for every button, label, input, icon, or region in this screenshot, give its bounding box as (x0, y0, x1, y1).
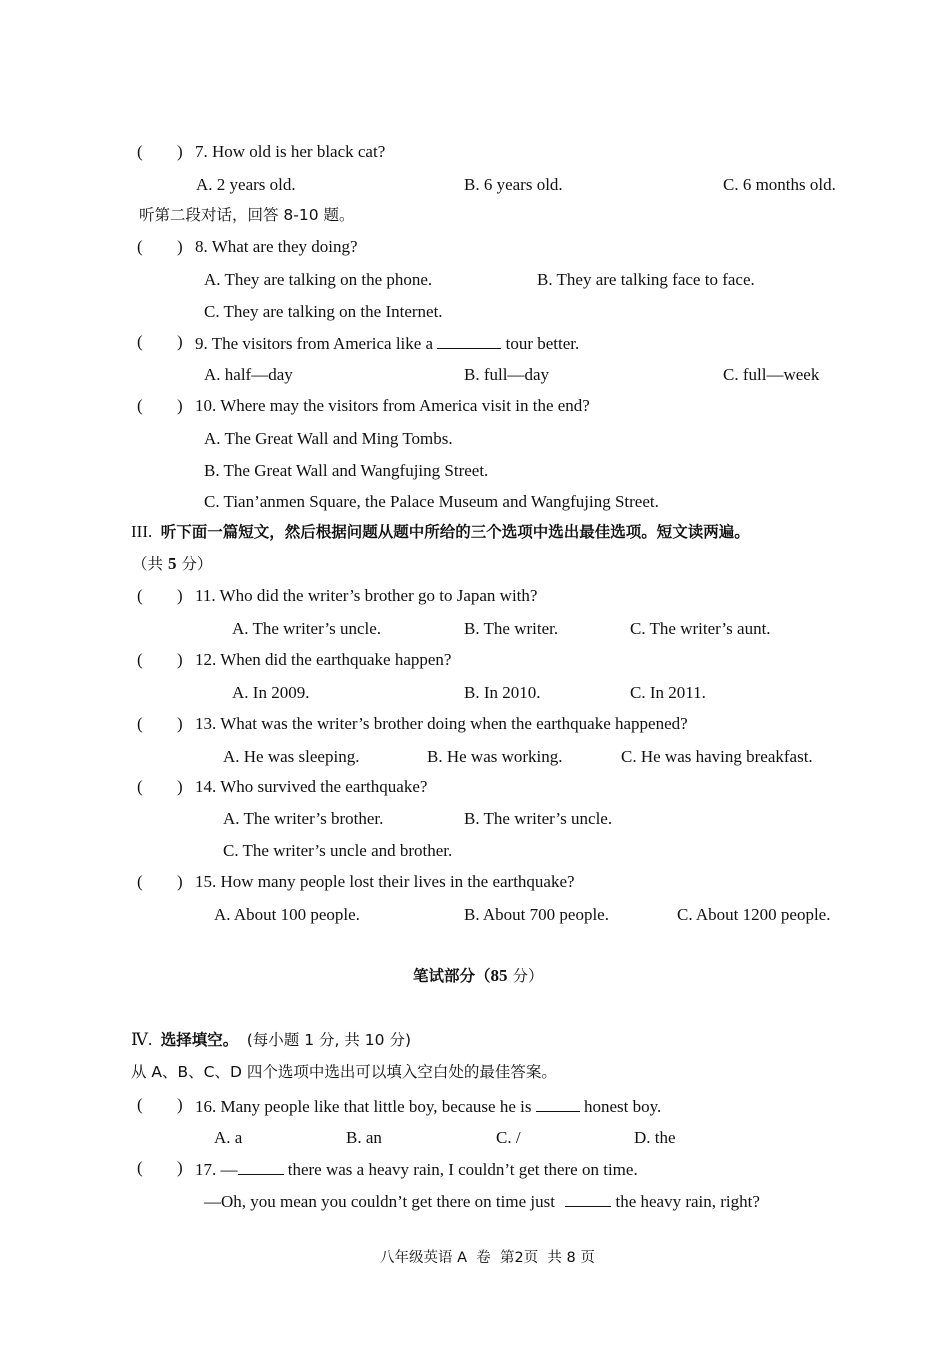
section-number: Ⅳ. (131, 1030, 153, 1049)
option-a: A. The Great Wall and Ming Tombs. (204, 429, 453, 448)
part-heading (413, 966, 543, 986)
stem-after-blank: honest boy. (579, 1097, 662, 1116)
question-stem: 10. Where may the visitors from America visit in the end? (195, 396, 590, 415)
page-footer: 八年级英语 A 卷 第2页 共 8 页 (380, 1250, 595, 1266)
answer-paren-close: ) (177, 332, 183, 351)
option-b: B. full—day (464, 365, 549, 384)
answer-paren-open: ( (137, 586, 143, 605)
question-stem: 8. What are they doing? (195, 237, 358, 256)
section-heading (131, 1030, 411, 1050)
option-b: B. an (346, 1128, 382, 1147)
option-a: A. About 100 people. (214, 905, 360, 924)
option-b: B. The writer’s uncle. (464, 809, 613, 828)
option-a: A. half—day (204, 365, 293, 384)
question-stem: 12. When did the earthquake happen? (195, 650, 452, 669)
option-b: B. The Great Wall and Wangfujing Street. (204, 461, 489, 480)
option-b: B. He was working. (427, 747, 563, 766)
answer-paren-close: ) (177, 777, 183, 796)
section-score (132, 554, 212, 574)
question-stem: 14. Who survived the earthquake? (195, 777, 428, 796)
question-stem: 7. How old is her black cat? (195, 142, 386, 161)
option-c: C. They are talking on the Internet. (204, 302, 443, 321)
stem-after-blank: tour better. (501, 334, 580, 353)
answer-paren-open: ( (137, 777, 143, 796)
answer-paren-open: ( (137, 872, 143, 891)
stem-after-blank: there was a heavy rain, I couldn’t get there on time. (283, 1160, 638, 1179)
stem-before-blank: 9. The visitors from America like a (195, 334, 438, 353)
question-stem (195, 1158, 638, 1180)
option-a: A. In 2009. (232, 683, 310, 702)
fill-blank (565, 1190, 611, 1207)
question-stem: 13. What was the writer’s brother doing when the earthquake happened? (195, 714, 688, 733)
option-a: A. a (214, 1128, 243, 1147)
answer-paren-open: ( (137, 237, 143, 256)
answer-paren-close: ) (177, 586, 183, 605)
section-title: 选择填空。 (160, 1031, 239, 1049)
option-a: A. The writer’s brother. (223, 809, 384, 828)
option-c: C. The writer’s aunt. (630, 619, 771, 638)
option-b: B. The writer. (464, 619, 559, 638)
answer-paren-close: ) (177, 142, 183, 161)
score-close: 分） (176, 555, 213, 573)
answer-paren-close: ) (177, 237, 183, 256)
part-unit: 分） (507, 967, 544, 985)
question-stem: 11. Who did the writer’s brother go to Japan with? (195, 586, 538, 605)
option-b: B. 6 years old. (464, 175, 563, 194)
section-number: III. (131, 522, 153, 541)
question-stem (195, 1095, 661, 1117)
answer-paren-open: ( (137, 332, 143, 351)
option-c: C. The writer’s uncle and brother. (223, 841, 453, 860)
part-score: 85 (490, 966, 508, 985)
option-c: C. In 2011. (630, 683, 706, 702)
stem-after-blank: the heavy rain, right? (611, 1192, 760, 1211)
part-title: 笔试部分（ (413, 967, 491, 985)
answer-paren-close: ) (177, 396, 183, 415)
answer-paren-open: ( (137, 714, 143, 733)
answer-paren-close: ) (177, 714, 183, 733)
answer-paren-close: ) (177, 1158, 183, 1177)
answer-paren-close: ) (177, 650, 183, 669)
section-title: 听下面一篇短文，然后根据问题从题中所给的三个选项中选出最佳选项。短文读两遍。 (160, 523, 750, 541)
option-c: C. 6 months old. (723, 175, 836, 194)
fill-blank (437, 332, 501, 349)
question-stem: 15. How many people lost their lives in the earthquake? (195, 872, 575, 891)
answer-paren-open: ( (137, 650, 143, 669)
section-note: 听第二段对话，回答 8-10 题。 (139, 206, 355, 224)
score-number: 5 (167, 554, 177, 573)
fill-blank (238, 1158, 284, 1175)
fill-blank (536, 1095, 580, 1112)
option-c: C. About 1200 people. (677, 905, 831, 924)
answer-paren-open: ( (137, 396, 143, 415)
answer-paren-open: ( (137, 142, 143, 161)
section-score: (每小题 1 分, 共 10 分) (246, 1031, 411, 1049)
question-continuation (204, 1190, 760, 1212)
answer-paren-open: ( (137, 1095, 143, 1114)
section-instruction: 从 A、B、C、D 四个选项中选出可以填入空白处的最佳答案。 (131, 1063, 557, 1081)
option-b: B. They are talking face to face. (537, 270, 755, 289)
stem-before-blank: 16. Many people like that little boy, because he is (195, 1097, 536, 1116)
stem-before-blank: —Oh, you mean you couldn’t get there on time just (204, 1192, 560, 1211)
option-b: B. About 700 people. (464, 905, 609, 924)
option-c: C. He was having breakfast. (621, 747, 813, 766)
option-d: D. the (634, 1128, 676, 1147)
answer-paren-close: ) (177, 872, 183, 891)
section-heading (131, 522, 750, 542)
stem-before-blank: 17. — (195, 1160, 238, 1179)
option-a: A. They are talking on the phone. (204, 270, 433, 289)
answer-paren-close: ) (177, 1095, 183, 1114)
option-a: A. He was sleeping. (223, 747, 360, 766)
option-a: A. 2 years old. (196, 175, 296, 194)
score-open: （共 (132, 555, 168, 573)
option-a: A. The writer’s uncle. (232, 619, 382, 638)
question-stem (195, 332, 579, 354)
answer-paren-open: ( (137, 1158, 143, 1177)
option-c: C. Tian’anmen Square, the Palace Museum and Wangfujing Street. (204, 492, 659, 511)
option-c: C. / (496, 1128, 521, 1147)
option-b: B. In 2010. (464, 683, 541, 702)
option-c: C. full—week (723, 365, 820, 384)
